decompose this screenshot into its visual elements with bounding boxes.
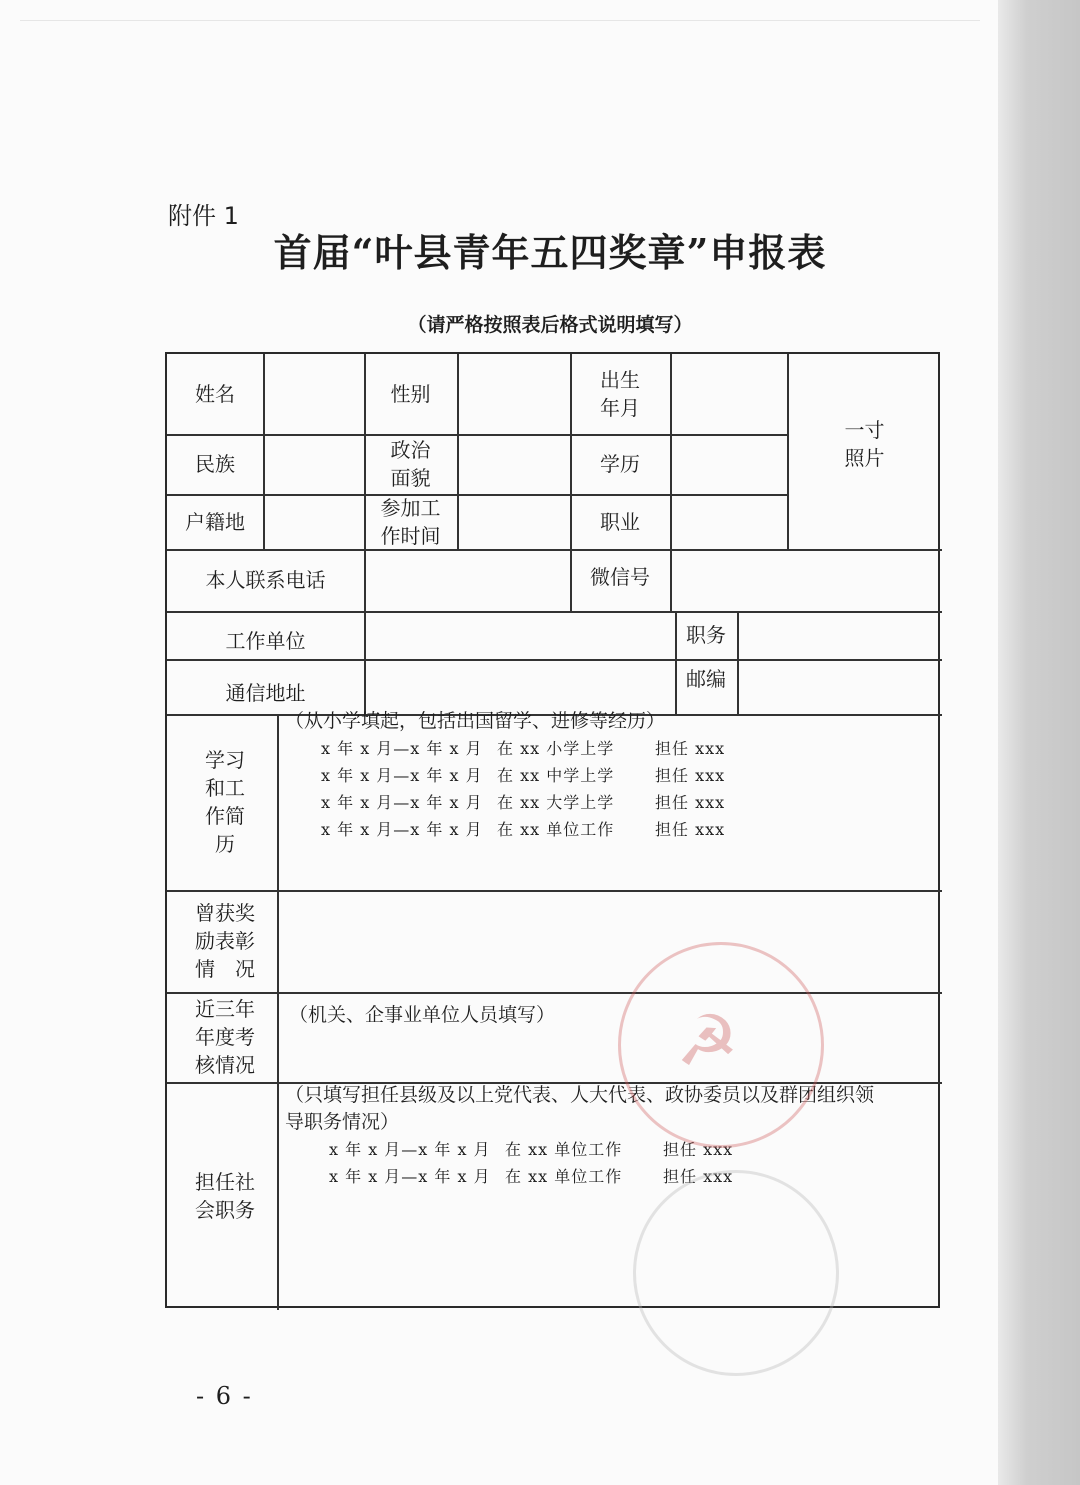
resume-label-line4: 历 [215, 832, 235, 856]
social-note-line2: 导职务情况） [285, 1111, 400, 1133]
entry-date: x 年 x 月—x 年 x 月 [329, 1140, 491, 1159]
workstart-label-line1: 参加工 [380, 495, 441, 520]
residence-field[interactable] [263, 494, 364, 549]
workstart-label-line2: 作时间 [380, 523, 441, 548]
resume-entry [321, 789, 725, 816]
employer-field[interactable] [364, 611, 675, 659]
education-label: 学历 [600, 452, 640, 476]
resume-label-line1: 学习 [205, 748, 245, 772]
address-field[interactable] [364, 659, 675, 714]
entry-role: 担任 xxx [655, 766, 726, 785]
position-label: 职务 [686, 623, 726, 647]
social-note-line1: （只填写担任县级及以上党代表、人大代表、政协委员以及群团组织领 [285, 1084, 875, 1106]
gender-field[interactable] [457, 354, 570, 434]
phone-field[interactable] [364, 549, 570, 611]
seal-emblem-icon: ☭ [676, 1000, 739, 1082]
residence-label: 户籍地 [185, 509, 245, 534]
resume-note: （从小学填起，包括出国留学、进修等经历） [285, 710, 666, 732]
birth-label-line1: 出生 [600, 368, 640, 392]
page-edge-shadow [998, 0, 1080, 1485]
awards-field[interactable] [277, 890, 942, 992]
resume-entry [321, 762, 725, 789]
photo-label-line1: 一寸 [844, 418, 885, 442]
entry-place: 在 xx 大学上学 [497, 793, 615, 812]
name-field[interactable] [263, 354, 364, 434]
political-field[interactable] [457, 434, 570, 494]
photo-box[interactable] [787, 354, 942, 549]
entry-place: 在 xx 单位工作 [505, 1167, 623, 1186]
entry-place: 在 xx 单位工作 [505, 1140, 623, 1159]
workstart-label [364, 494, 457, 549]
political-label [364, 434, 457, 494]
entry-role: 担任 xxx [655, 793, 726, 812]
entry-place: 在 xx 单位工作 [497, 820, 615, 839]
entry-place: 在 xx 小学上学 [497, 739, 615, 758]
birth-label-line2: 年月 [600, 396, 640, 420]
assessment-label-line3: 核情况 [195, 1053, 255, 1077]
assessment-label [167, 992, 277, 1082]
birth-field[interactable] [670, 354, 787, 434]
birth-label [570, 354, 670, 434]
awards-label-line1: 曾获奖 [195, 901, 255, 925]
awards-label-line2: 励表彰 [195, 929, 255, 953]
document-title: 首届“叶县青年五四奖章”申报表 [273, 230, 827, 275]
awards-label [167, 890, 277, 992]
political-label-line1: 政治 [390, 438, 431, 462]
resume-label-line2: 和工 [205, 776, 245, 800]
occupation-label: 职业 [600, 509, 640, 534]
entry-role: 担任 xxx [663, 1140, 734, 1159]
ethnicity-field[interactable] [263, 434, 364, 494]
employer-label: 工作单位 [225, 629, 306, 653]
assessment-label-line2: 年度考 [195, 1025, 255, 1049]
wechat-label: 微信号 [590, 565, 650, 589]
entry-role: 担任 xxx [663, 1167, 734, 1186]
entry-date: x 年 x 月—x 年 x 月 [329, 1167, 491, 1186]
entry-role: 担任 xxx [655, 739, 726, 758]
entry-date: x 年 x 月—x 年 x 月 [321, 766, 483, 785]
social-content[interactable] [285, 1082, 874, 1190]
awards-label-line3: 情 况 [195, 957, 255, 981]
resume-entry [321, 816, 725, 843]
position-field[interactable] [737, 611, 942, 659]
document-subtitle: （请严格按照表后格式说明填写） [407, 314, 693, 336]
resume-label [167, 714, 277, 890]
wechat-field[interactable] [670, 549, 942, 611]
social-label-line2: 会职务 [195, 1198, 255, 1222]
resume-label-line3: 作简 [205, 804, 245, 828]
entry-date: x 年 x 月—x 年 x 月 [321, 739, 483, 758]
attachment-label: 附件 1 [168, 202, 239, 230]
photo-label-line2: 照片 [844, 446, 885, 470]
application-form [165, 352, 940, 1308]
education-field[interactable] [670, 434, 787, 494]
postcode-field[interactable] [737, 659, 942, 714]
social-entry [329, 1163, 874, 1190]
assessment-note: （机关、企事业单位人员填写） [289, 1004, 556, 1026]
assessment-content[interactable] [289, 1002, 555, 1029]
social-label [167, 1082, 277, 1310]
phone-label: 本人联系电话 [205, 568, 326, 592]
entry-date: x 年 x 月—x 年 x 月 [321, 793, 483, 812]
postcode-label: 邮编 [686, 667, 726, 691]
address-label: 通信地址 [225, 680, 306, 705]
political-label-line2: 面貌 [390, 466, 431, 490]
social-entry [329, 1136, 874, 1163]
entry-place: 在 xx 中学上学 [497, 766, 615, 785]
resume-entry [321, 735, 725, 762]
name-label: 姓名 [195, 382, 235, 406]
social-label-line1: 担任社 [195, 1170, 255, 1194]
ethnicity-label: 民族 [195, 452, 235, 476]
resume-content[interactable] [285, 708, 725, 843]
occupation-field[interactable] [670, 494, 787, 549]
entry-role: 担任 xxx [655, 820, 726, 839]
entry-date: x 年 x 月—x 年 x 月 [321, 820, 483, 839]
workstart-field[interactable] [457, 494, 570, 549]
page-number: - 6 - [196, 1382, 253, 1410]
assessment-label-line1: 近三年 [195, 997, 255, 1021]
page-top-line [20, 20, 980, 21]
gender-label: 性别 [390, 382, 431, 406]
